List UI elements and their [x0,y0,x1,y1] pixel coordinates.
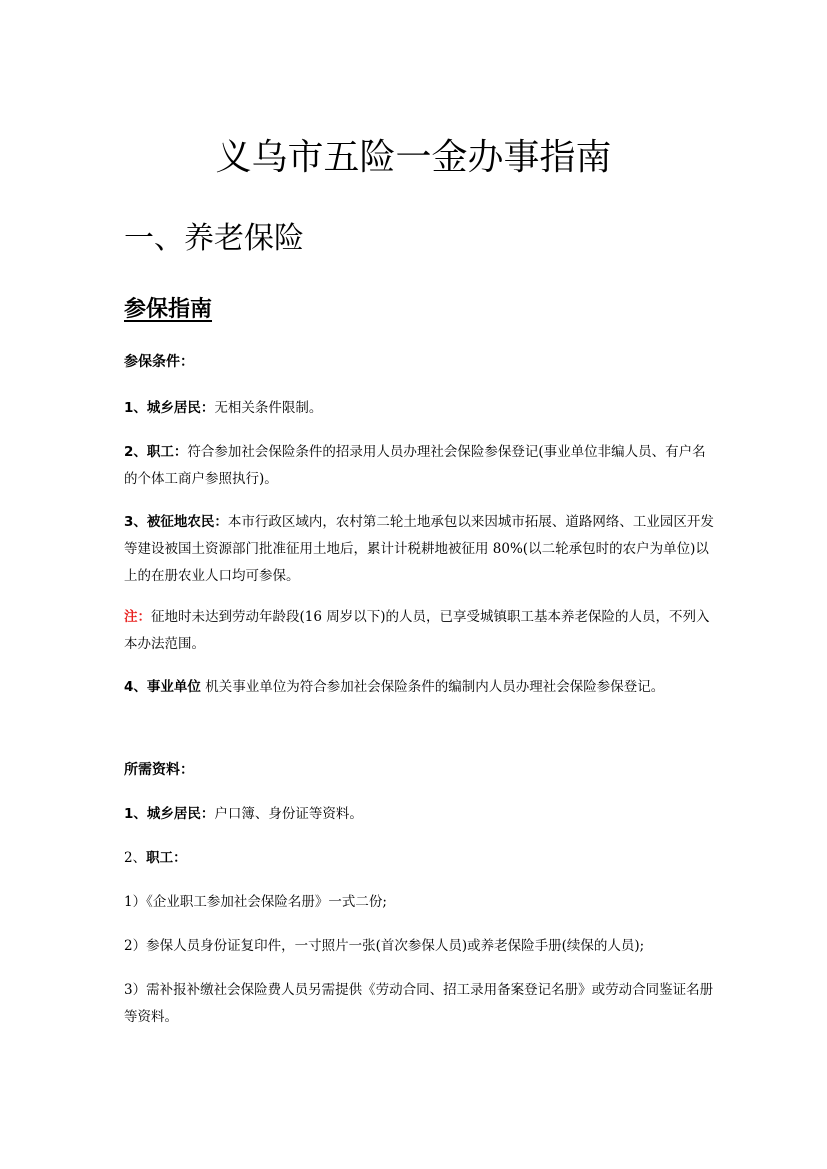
section-heading-pension: 一、养老保险 [124,221,304,256]
document-title: 义乌市五险一金办事指南 [215,137,612,178]
material-sub-1 [124,889,714,916]
material-sub-2 [124,933,714,960]
material-1-num: 1、 [124,806,147,822]
condition-4-text: 机关事业单位为符合参加社会保险条件的编制内人员办理社会保险参保登记。 [205,679,665,695]
material-sub-3 [124,977,714,1031]
condition-1-label: 城乡居民： [146,400,215,416]
material-sub-2-text: 2）参保人员身份证复印件，一寸照片一张(首次参保人员)或养老保险手册(续保的人员); [124,938,645,954]
condition-1-num: 1、 [124,400,147,416]
material-1-label: 城乡居民： [146,806,215,822]
material-sub-3-text: 3）需补报补缴社会保险费人员另需提供《劳动合同、招工录用备案登记名册》或劳动合同鉴证名册等资料。 [124,982,714,1025]
condition-3-num: 3、 [124,514,147,530]
material-2-num: 2、 [124,850,147,866]
condition-4-num: 4、 [124,679,147,695]
condition-2-label: 职工： [146,444,188,460]
condition-item-1 [124,395,714,422]
condition-2-text: 符合参加社会保险条件的招录用人员办理社会保险参保登记(事业单位非编人员、有户名的个体工商户参照执行)。 [124,444,706,487]
condition-note [124,604,714,658]
material-2-label: 职工： [146,850,187,866]
note-label: 注： [124,609,151,625]
condition-2-num: 2、 [124,444,147,460]
materials-heading-text: 所需资料： [124,762,194,778]
conditions-heading [124,349,714,376]
materials-heading [124,757,714,784]
condition-1-text: 无相关条件限制。 [214,400,323,416]
conditions-heading-text: 参保条件： [124,354,194,370]
condition-3-text: 本市行政区域内，农村第二轮土地承包以来因城市拓展、道路网络、工业园区开发等建设被国土资源部门批准征用土地后，累计计税耕地被征用 80%(以二轮承包时的农户为单位)以上的在册农业人口均可参保。 [124,514,714,584]
material-item-1 [124,801,714,828]
condition-item-2 [124,439,714,493]
subsection-heading-guide: 参保指南 [124,297,213,322]
condition-item-4 [124,674,714,701]
material-sub-1-text: 1）《企业职工参加社会保险名册》一式二份; [124,894,387,910]
note-text: 征地时未达到劳动年龄段(16 周岁以下)的人员，已享受城镇职工基本养老保险的人员，不列入本办法范围。 [124,609,710,652]
condition-item-3 [124,509,714,590]
material-item-2 [124,845,714,872]
condition-3-label: 被征地农民： [146,514,228,530]
material-1-text: 户口簿、身份证等资料。 [214,806,363,822]
condition-4-label: 事业单位 [146,679,201,695]
